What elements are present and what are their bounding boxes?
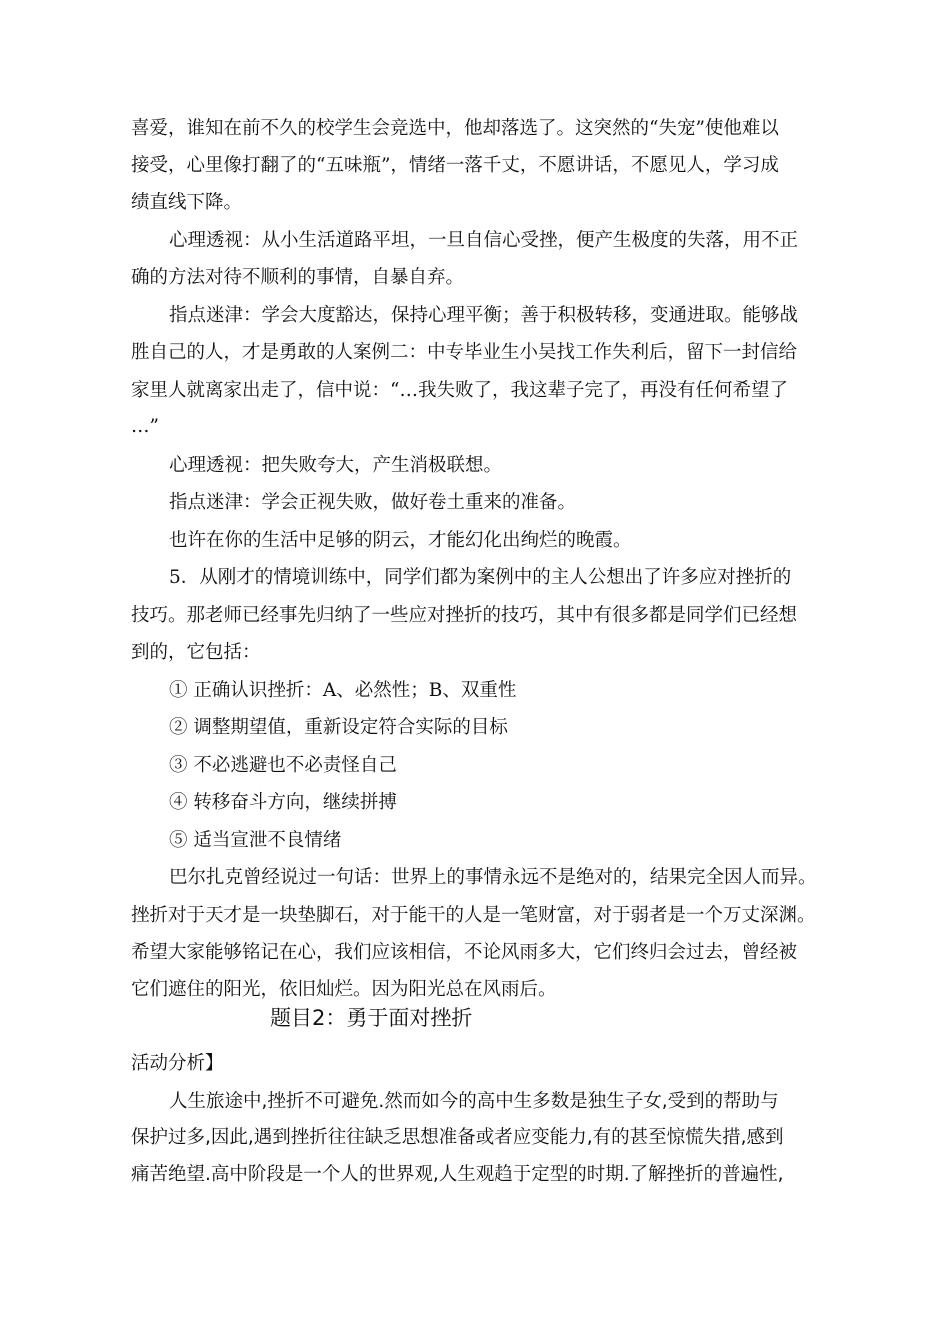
- paragraph-line: 胜自己的人，才是勇敢的人案例二：中专毕业生小吴找工作失利后，留下一封信给: [131, 342, 798, 363]
- paragraph-line: 指点迷津：学会正视失败，做好卷土重来的准备。: [169, 492, 577, 513]
- paragraph-line: 喜爱，谁知在前不久的校学生会竞选中，他却落选了。这突然的“失宠”使他难以: [131, 118, 779, 139]
- paragraph-line: 挫折对于天才是一块垫脚石，对于能干的人是一笔财富，对于弱者是一个万丈深渊。: [131, 905, 816, 926]
- paragraph-line: 确的方法对待不顺利的事情，自暴自弃。: [131, 267, 465, 288]
- paragraph-line: 也许在你的生活中足够的阴云，才能幻化出绚烂的晚霞。: [169, 530, 632, 551]
- paragraph-line: 巴尔扎克曾经说过一句话：世界上的事情永远不是绝对的，结果完全因人而异。: [169, 867, 817, 888]
- list-item: ⑤ 适当宣泄不良情绪: [169, 830, 342, 851]
- list-item: ③ 不必逃避也不必责怪自己: [169, 755, 397, 776]
- section-title: 题目2：勇于面对挫折: [270, 1006, 473, 1030]
- paragraph-line: 家里人就离家出走了，信中说：“…我失败了，我这辈子完了，再没有任何希望了: [131, 380, 788, 401]
- paragraph-line: 指点迷津：学会大度豁达，保持心理平衡；善于积极转移，变通进取。能够战: [169, 305, 799, 326]
- list-item: ① 正确认识挫折：A、必然性；B、双重性: [169, 680, 517, 701]
- paragraph-line: 绩直线下降。: [131, 192, 243, 213]
- paragraph-line: 接受，心里像打翻了的“五味瓶”，情绪一落千丈，不愿讲话，不愿见人，学习成: [131, 155, 779, 176]
- section-heading: 活动分析】: [131, 1053, 224, 1074]
- paragraph-line: 保护过多,因此,遇到挫折往往缺乏思想准备或者应变能力,有的甚至惊慌失措,感到: [131, 1127, 784, 1148]
- paragraph-line: …”: [131, 416, 159, 437]
- paragraph-line: 心理透视：把失败夸大，产生消极联想。: [169, 455, 503, 476]
- paragraph-line: 到的，它包括：: [131, 642, 261, 663]
- list-item: ② 调整期望值，重新设定符合实际的目标: [169, 717, 508, 738]
- paragraph-line: 心理透视：从小生活道路平坦，一旦自信心受挫，便产生极度的失落，用不正: [169, 230, 799, 251]
- list-item: ④ 转移奋斗方向，继续拼搏: [169, 792, 397, 813]
- paragraph-line: 痛苦绝望.高中阶段是一个人的世界观,人生观趋于定型的时期.了解挫折的普遍性,: [131, 1164, 784, 1185]
- paragraph-line: 希望大家能够铭记在心，我们应该相信，不论风雨多大，它们终归会过去，曾经被: [131, 942, 798, 963]
- paragraph-line: 人生旅途中,挫折不可避免.然而如今的高中生多数是独生子女,受到的帮助与: [169, 1091, 779, 1112]
- paragraph-line: 5．从刚才的情境训练中，同学们都为案例中的主人公想出了许多应对挫折的: [169, 567, 792, 588]
- paragraph-line: 技巧。那老师已经事先归纳了一些应对挫折的技巧，其中有很多都是同学们已经想: [131, 605, 798, 626]
- paragraph-line: 它们遮住的阳光，依旧灿烂。因为阳光总在风雨后。: [131, 979, 557, 1000]
